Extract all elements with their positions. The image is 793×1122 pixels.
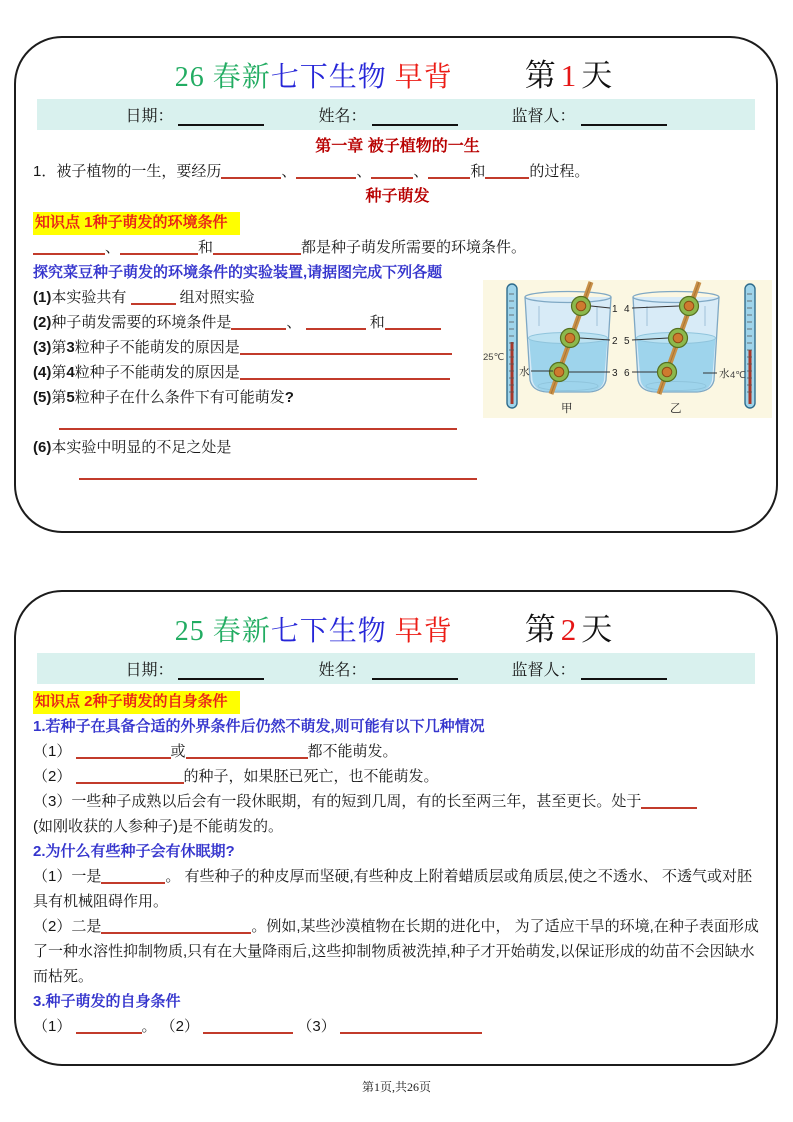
text-segment: （3） <box>293 1018 340 1035</box>
fill-in-blank <box>76 742 171 759</box>
title-year-part: 25 春新 <box>174 616 271 647</box>
date-blank <box>178 109 264 126</box>
fill-in-blank <box>485 162 529 179</box>
title-year-part: 26 春新 <box>174 62 271 93</box>
fill-in-blank <box>306 313 366 330</box>
title-subject: 七下生物 <box>270 62 387 93</box>
answer-underline-6 <box>33 460 762 485</box>
day-prefix: 第 <box>524 612 561 647</box>
supervisor-label: 监督人： <box>511 662 576 679</box>
text-segment: ? <box>284 389 294 406</box>
text-segment: 粒种子不能萌发的原因是 <box>74 364 240 381</box>
date-label: 日期： <box>125 108 174 125</box>
date-blank <box>178 663 264 680</box>
seed-icon <box>550 363 569 382</box>
fill-in-blank <box>240 363 450 380</box>
title-subject: 七下生物 <box>270 616 387 647</box>
thermometer-right-icon <box>745 284 755 408</box>
item-2-1 <box>33 864 762 914</box>
fill-in-blank <box>131 288 176 305</box>
title-tag: 早背 <box>386 62 453 93</box>
supervisor-blank <box>581 109 667 126</box>
fill-in-blank <box>340 1017 482 1034</box>
seed-label-6: 6 <box>624 368 630 379</box>
seed-label-2: 2 <box>612 336 618 347</box>
fill-in-blank <box>120 238 198 255</box>
text-segment: 和 <box>198 239 214 256</box>
item-3-blanks <box>33 1014 762 1039</box>
item-1-3 <box>33 789 762 814</box>
date-field <box>125 103 264 126</box>
panel-day1 <box>14 36 778 533</box>
fill-in-blank <box>203 1017 293 1034</box>
sub-question-1 <box>33 714 762 739</box>
fill-in-blank <box>101 867 165 884</box>
name-field <box>318 103 457 126</box>
text-segment: 、 <box>281 163 297 180</box>
name-blank <box>372 663 458 680</box>
date-field <box>125 657 264 680</box>
text-segment: 或 <box>170 743 186 760</box>
knowledge-point-highlight: 知识点 2种子萌发的自身条件 <box>33 691 240 714</box>
text-segment: 、 <box>356 163 372 180</box>
seed-label-1: 1 <box>612 304 618 315</box>
seed-icon <box>669 329 688 348</box>
day-number: 2 <box>560 612 582 647</box>
fill-in-blank <box>641 792 697 809</box>
text-segment: 1.若种子在具备合适的外界条件后仍然不萌发,则可能有以下几种情况 <box>33 718 485 735</box>
info-band <box>37 653 755 684</box>
beaker-yi-caption: 乙 <box>670 403 682 415</box>
seed-icon <box>572 297 591 316</box>
day-suffix: 天 <box>581 58 618 93</box>
supervisor-blank <box>581 663 667 680</box>
fill-in-blank <box>79 463 477 480</box>
panel-day2 <box>14 590 778 1066</box>
text-segment: (3) <box>33 339 52 356</box>
panel-title <box>16 604 776 646</box>
text-segment: 、 <box>413 163 429 180</box>
text-segment: （1）一是 <box>33 868 102 885</box>
text-segment: 本实验共有 <box>51 289 131 306</box>
knowledge-point-highlight: 知识点 1种子萌发的环境条件 <box>33 212 240 235</box>
seed-icon <box>680 297 699 316</box>
day-number: 1 <box>560 58 582 93</box>
panel-title <box>16 50 776 92</box>
name-blank <box>372 109 458 126</box>
water-label-left: 水 <box>519 366 530 378</box>
water-label-right: 水 <box>719 368 730 380</box>
text-segment: 。例如,某些沙漠植物在长期的进化中， 为了适应干旱的环境,在种子表面形成了一种水溶性抑制物质,只有在大量降雨后,这些抑制物质被洗掉,种子才开始萌发,以保证形成的幼苗不会因缺水而枯死。 <box>33 918 759 985</box>
page-footer: 第1页,共26页 <box>361 1080 431 1094</box>
day-suffix: 天 <box>581 612 618 647</box>
fill-in-blank <box>428 162 470 179</box>
text-segment: 和 <box>365 314 385 331</box>
section-heading: 种子萌发 <box>365 188 430 205</box>
date-label: 日期： <box>125 662 174 679</box>
fill-in-blank <box>371 162 413 179</box>
fill-in-blank <box>186 742 308 759</box>
info-band <box>37 99 755 130</box>
text-segment: 、 <box>105 239 121 256</box>
sub-question-2 <box>33 839 762 864</box>
temperature-right-label: 4℃ <box>730 370 746 381</box>
fill-in-blank <box>240 338 452 355</box>
day-prefix: 第 <box>524 58 561 93</box>
panel-title-main <box>175 55 453 95</box>
text-segment: (如刚收获的人参种子)是不能萌发的。 <box>33 818 283 835</box>
text-segment: 的种子，如果胚已死亡，也不能萌发。 <box>183 768 439 785</box>
fill-in-blank <box>101 917 251 934</box>
item-1-3-cont <box>33 814 762 839</box>
env-conditions-line <box>33 235 762 260</box>
fill-in-blank <box>221 162 281 179</box>
panel-title-day <box>525 50 618 95</box>
text-segment: (2) <box>33 314 52 331</box>
supervisor-field <box>512 657 667 680</box>
text-segment: （3）一些种子成熟以后会有一段休眠期，有的短到几周，有的长至两三年，甚至更长。处于 <box>33 793 642 810</box>
text-segment: 和 <box>470 163 486 180</box>
text-segment: （2）二是 <box>33 918 102 935</box>
text-segment: 都是种子萌发所需要的环境条件。 <box>301 239 527 256</box>
text-segment: 组对照实验 <box>175 289 255 306</box>
text-segment: （1） <box>33 1018 76 1035</box>
text-segment: 粒种子在什么条件下有可能萌发 <box>74 389 285 406</box>
seed-icon <box>658 363 677 382</box>
name-label: 姓名： <box>318 108 367 125</box>
seed-label-4: 4 <box>624 304 630 315</box>
text-segment: (5) <box>33 389 52 406</box>
text-segment: 第 <box>51 339 67 356</box>
item-1-1 <box>33 739 762 764</box>
chapter-heading: 第一章 被子植物的一生 <box>315 138 480 155</box>
name-label: 姓名： <box>318 662 367 679</box>
item-1-2 <box>33 764 762 789</box>
q1-line <box>33 159 762 184</box>
question-6 <box>33 435 762 460</box>
beaker-yi <box>633 282 719 394</box>
text-segment: 。 有些种子的种皮厚而坚硬,有些种皮上附着蜡质层或角质层,使之不透水、 不透气或对胚具有机械阻碍作用。 <box>33 868 753 910</box>
fill-in-blank <box>213 238 301 255</box>
text-segment: 种子萌发需要的环境条件是 <box>51 314 232 331</box>
text-segment: (4) <box>33 364 52 381</box>
name-field <box>318 657 457 680</box>
text-segment: 5 <box>66 389 75 406</box>
text-segment: 粒种子不能萌发的原因是 <box>74 339 240 356</box>
beaker-jia-caption: 甲 <box>561 403 573 415</box>
fill-in-blank <box>76 1017 142 1034</box>
supervisor-label: 监督人： <box>511 108 576 125</box>
fill-in-blank <box>385 313 441 330</box>
text-segment: 探究菜豆种子萌发的环境条件的实验装置,请据图完成下列各题 <box>33 264 443 281</box>
text-segment: 、 <box>286 314 306 331</box>
fill-in-blank <box>296 162 356 179</box>
item-2-2 <box>33 914 762 989</box>
knowledge-point-1 <box>33 210 762 235</box>
text-segment: 3.种子萌发的自身条件 <box>33 993 181 1010</box>
text-segment: (1) <box>33 289 52 306</box>
seed-label-3: 3 <box>612 368 618 379</box>
text-segment: 3 <box>66 339 75 356</box>
text-segment: （1） <box>33 743 76 760</box>
thermometer-left-icon <box>507 284 517 408</box>
text-segment: 4 <box>66 364 75 381</box>
text-segment: 都不能萌发。 <box>307 743 398 760</box>
fill-in-blank <box>231 313 286 330</box>
experiment-figure <box>483 280 772 418</box>
panel-title-day <box>525 604 618 649</box>
seed-label-5: 5 <box>624 336 630 347</box>
text-segment: 1．被子植物的一生，要经历 <box>33 163 222 180</box>
text-segment: 2.为什么有些种子会有休眠期? <box>33 843 235 860</box>
text-segment: 本实验中明显的不足之处是 <box>51 439 232 456</box>
panel2-content <box>16 684 776 1039</box>
knowledge-point-2 <box>33 689 762 714</box>
fill-in-blank <box>33 238 105 255</box>
text-segment: 第 <box>51 364 67 381</box>
fill-in-blank <box>76 767 184 784</box>
text-segment: 第 <box>51 389 67 406</box>
title-tag: 早背 <box>386 616 453 647</box>
text-segment: (6) <box>33 439 52 456</box>
text-segment: （2） <box>33 768 76 785</box>
text-segment: 的过程。 <box>529 163 590 180</box>
supervisor-field <box>512 103 667 126</box>
text-segment: 。 （2） <box>141 1018 204 1035</box>
seed-icon <box>561 329 580 348</box>
temperature-left-label: 25℃ <box>483 352 505 363</box>
beaker-jia <box>525 282 611 394</box>
fill-in-blank <box>59 413 457 430</box>
sub-question-3 <box>33 989 762 1014</box>
panel-title-main <box>175 609 453 649</box>
